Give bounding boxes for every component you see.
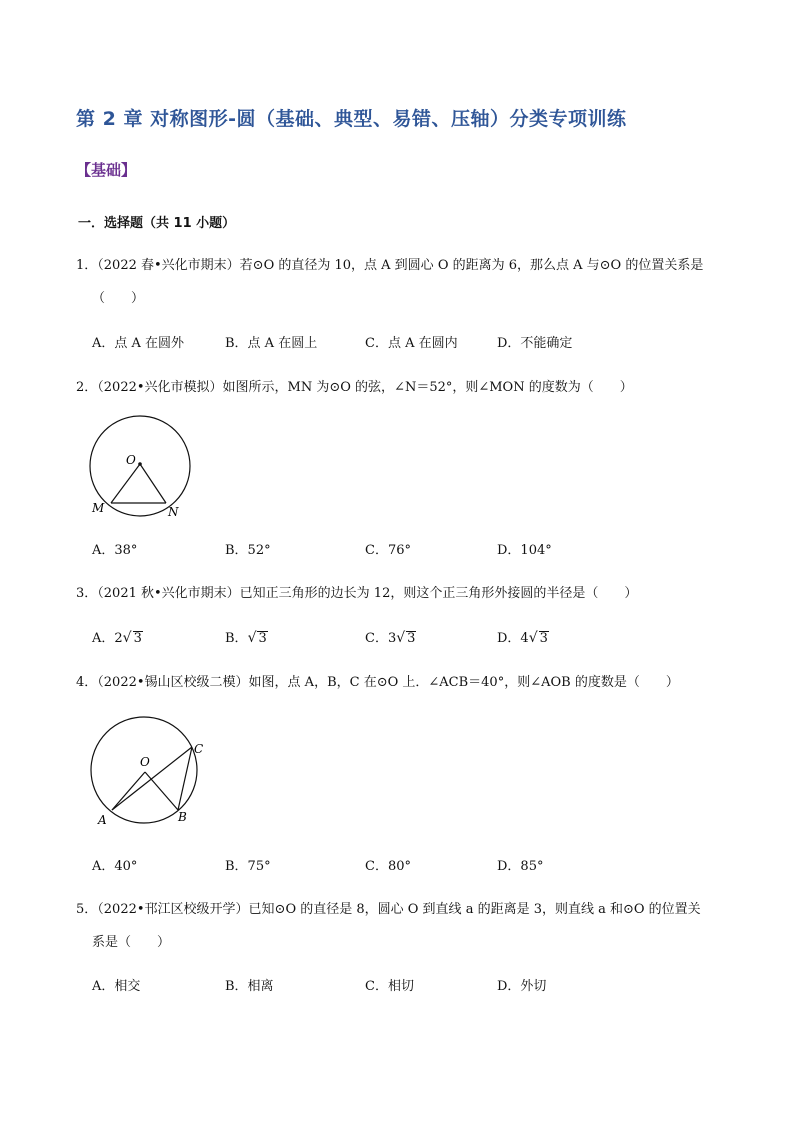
option-text: B． (225, 631, 248, 646)
radical-sign: √ (247, 630, 257, 646)
circle-o (91, 717, 197, 823)
part-label: 一．选择题（共 11 小题） (78, 216, 236, 231)
option-text: C．3 (365, 631, 397, 646)
question-5-option-a: A．相交 (92, 979, 141, 994)
radicand: 3 (407, 631, 416, 646)
question-5-option-b: B．相离 (225, 979, 274, 994)
question-number: 5． (76, 902, 98, 917)
label-o: O (140, 755, 150, 769)
radius-on (140, 464, 166, 503)
question-1-option-b: B．点 A 在圆上 (225, 336, 318, 351)
question-text: 已知⊙O 的直径是 8，圆心 O 到直线 a 的距离是 3，则直线 a 和⊙O 的位置关 (248, 902, 701, 917)
question-1-option-c: C．点 A 在圆内 (365, 336, 458, 351)
question-source: （2022 春•兴化市期末） (97, 258, 240, 273)
radius-ob (145, 772, 178, 810)
radical-sign: √ (528, 630, 538, 646)
page-title: 第 2 章 对称图形-圆（基础、典型、易错、压轴）分类专项训练 (76, 108, 627, 130)
question-2-option-a: A．38° (92, 543, 138, 558)
question-5-option-d: D．外切 (497, 979, 547, 994)
question-4-option-c: C．80° (365, 859, 411, 874)
question-source: （2022•邗江区校级开学） (97, 902, 249, 917)
question-source: （2022•兴化市模拟） (97, 380, 223, 395)
question-5-continuation: 系是（ ） (92, 935, 171, 950)
radical-sign: √ (122, 630, 132, 646)
label-o: O (126, 453, 136, 467)
question-1-option-d: D．不能确定 (497, 336, 573, 351)
question-number: 2． (76, 380, 98, 395)
label-c: C (194, 742, 204, 756)
question-4-option-a: A．40° (92, 859, 138, 874)
question-text: 如图，点 A，B，C 在⊙O 上．∠ACB＝40°，则∠AOB 的度数是（ ） (248, 675, 679, 690)
question-1-continuation: （ ） (92, 291, 145, 306)
question-2 (76, 376, 633, 400)
circle-o (90, 416, 190, 516)
label-m: M (92, 501, 105, 515)
question-3-option-d (497, 627, 549, 646)
question-number: 3． (76, 586, 98, 601)
radicand: 3 (133, 631, 142, 646)
question-2-option-d: D．104° (497, 543, 552, 558)
center-point (138, 462, 142, 466)
question-3-option-c (365, 627, 416, 646)
radicand: 3 (539, 631, 548, 646)
question-text: 若⊙O 的直径为 10，点 A 到圆心 O 的距离为 6，那么点 A 与⊙O 的位置关系是 (239, 258, 704, 273)
label-n: N (168, 505, 179, 519)
radius-om (111, 464, 140, 503)
label-a: A (98, 813, 107, 827)
question-1 (76, 254, 703, 278)
question-5 (76, 898, 701, 922)
question-5-option-c: C．相切 (365, 979, 414, 994)
question-number: 4． (76, 675, 98, 690)
option-text: A．2 (92, 631, 123, 646)
question-3 (76, 582, 637, 606)
question-3-option-b (225, 627, 268, 646)
question-source: （2021 秋•兴化市期末） (97, 586, 240, 601)
radicand: 3 (258, 631, 267, 646)
question-4-option-b: B．75° (225, 859, 271, 874)
option-text: D．4 (497, 631, 529, 646)
question-4-figure (86, 712, 216, 832)
question-4 (76, 671, 679, 695)
section-heading: 【基础】 (76, 161, 137, 179)
question-source: （2022•锡山区校级二模） (97, 675, 249, 690)
question-2-option-c: C．76° (365, 543, 411, 558)
question-3-option-a (92, 627, 143, 646)
question-number: 1． (76, 258, 98, 273)
question-1-option-a: A．点 A 在圆外 (92, 336, 185, 351)
question-4-option-d: D．85° (497, 859, 544, 874)
question-text: 如图所示，MN 为⊙O 的弦，∠N＝52°，则∠MON 的度数为（ ） (222, 380, 633, 395)
label-b: B (178, 810, 187, 824)
question-2-figure (84, 410, 194, 522)
question-text: 已知正三角形的边长为 12，则这个正三角形外接圆的半径是（ ） (239, 586, 638, 601)
radical-sign: √ (396, 630, 406, 646)
question-2-option-b: B．52° (225, 543, 271, 558)
radius-oa (112, 772, 145, 810)
